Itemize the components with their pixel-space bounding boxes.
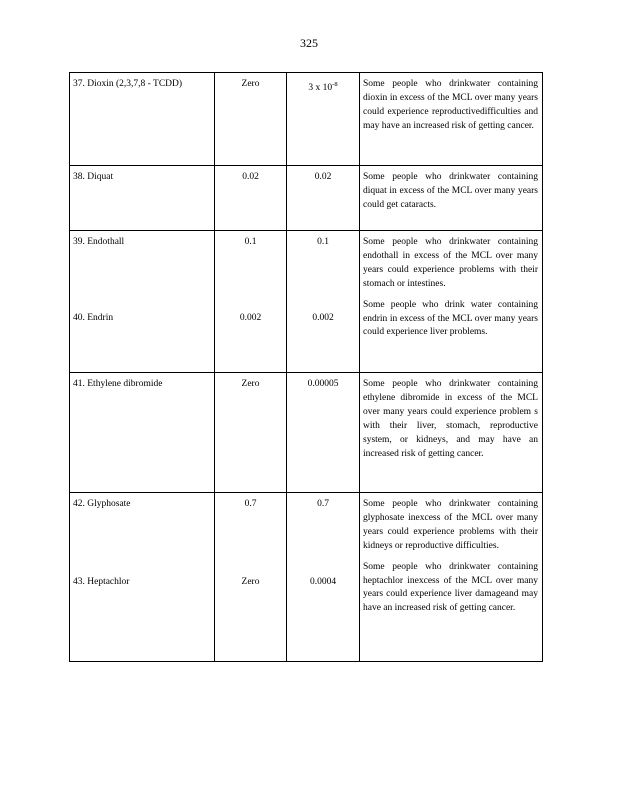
contaminant-name: 43. Heptachlor	[73, 577, 130, 587]
table-row	[70, 373, 542, 493]
mclg-value: Zero	[241, 577, 260, 587]
contaminant-name: 37. Dioxin (2,3,7,8 - TCDD)	[70, 73, 215, 165]
mclg-value: Zero	[215, 373, 287, 492]
mclg-value: 0.1	[244, 237, 257, 247]
mcl-value: 0.0004	[309, 577, 337, 587]
health-effect: Some people who drink water containing endrin in excess of the MCL over many years could experience liver problems.	[363, 299, 538, 338]
mcl-value: 0.02	[287, 166, 360, 230]
mcl-exponent: -8	[332, 81, 338, 88]
health-effect: Some people who drinkwater containing ethylene dibromide in excess of the MCL over many years could experience problem s with their liver, stomach, reproductive system, or kidneys, and may have an increased risk of getting cancer.	[363, 379, 538, 459]
contaminant-name: 41. Ethylene dibromide	[70, 373, 215, 492]
health-effect: Some people who drinkwater containing endothall in excess of the MCL over many years could experience problems with their stomach or intestines.	[363, 237, 538, 289]
health-effect: Some people who drinkwater containing glyphosate inexcess of the MCL over many years could experience problems with their kidneys or reproductive difficulties.	[363, 499, 538, 551]
table-row	[70, 73, 542, 166]
contaminant-name: 39. Endothall	[73, 237, 125, 247]
contaminant-name: 40. Endrin	[73, 313, 114, 323]
contaminant-name: 42. Glyphosate	[73, 499, 131, 509]
page-number: 325	[300, 36, 318, 50]
mcl-value: 0.7	[317, 499, 329, 509]
mcl-value: 0.00005	[287, 373, 360, 492]
health-effect: Some people who drinkwater containing dioxin in excess of the MCL over many years could experience reproductivedifficulties and may have an increased risk of getting cancer.	[363, 79, 538, 131]
mcl-base: 3 x 10	[308, 83, 333, 94]
mclg-value: 0.02	[215, 166, 287, 230]
mcl-value: 0.1	[317, 237, 329, 247]
mclg-value: 0.7	[244, 499, 257, 509]
mclg-value: Zero	[215, 73, 287, 165]
table-row-group	[70, 493, 542, 662]
contaminant-table	[69, 72, 543, 662]
mclg-value: 0.002	[239, 313, 262, 323]
contaminant-name: 38. Diquat	[70, 166, 215, 230]
mcl-value: 0.002	[312, 313, 334, 323]
mcl-value	[287, 73, 360, 165]
table-row-group	[70, 231, 542, 373]
table-row	[70, 166, 542, 231]
health-effect: Some people who drinkwater containing heptachlor inexcess of the MCL over many years could experience liver damageand may have an increased risk of getting cancer.	[363, 561, 538, 614]
health-effect: Some people who drinkwater containing diquat in excess of the MCL over many years could get cataracts.	[363, 172, 538, 210]
